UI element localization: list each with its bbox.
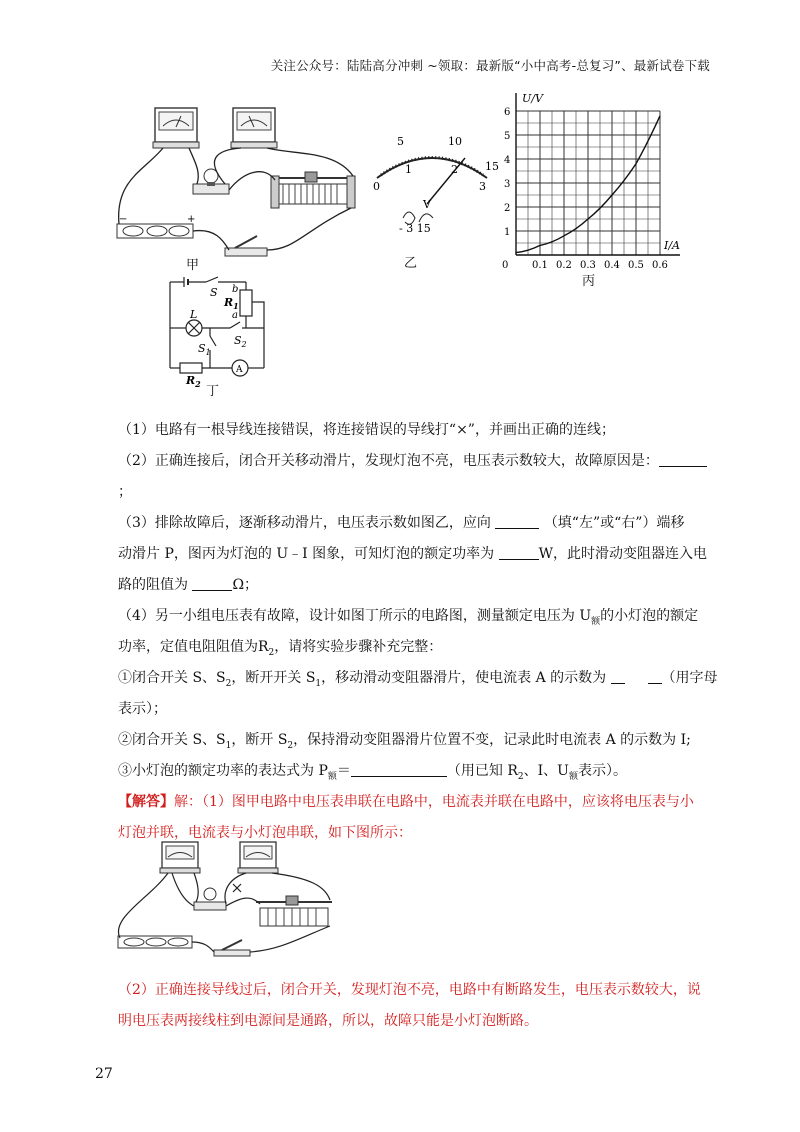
y-tick-label: 3 [504,179,511,190]
x-tick-label: 0.1 [532,260,548,271]
switch-device [225,236,267,256]
bulb-holder [194,888,226,910]
svg-text:+: + [187,214,196,225]
scale-top-15: 15 [485,160,499,173]
page-header: 关注公众号：陆陆高分冲刺 ~领取：最新版“小中高考-总复习”、最新试卷下载 [270,58,710,73]
label-b: b [232,284,239,295]
answer-blank[interactable] [611,669,625,684]
figure-jia-apparatus [105,100,360,270]
rheostat [256,896,332,926]
svg-text:−: − [119,214,128,225]
label-S2: $S_2$ [234,334,247,349]
answer-figure-corrected-circuit [110,838,350,963]
meter-unit: V [423,198,431,211]
y-axis-label: U/V [522,92,543,105]
scale-top-5: 5 [397,135,404,148]
answer-blank[interactable] [351,762,447,777]
needle [427,158,465,204]
meter-terminals: - 3 15 [399,222,431,235]
step-2: ②闭合开关 S、$S_1$，断开 $S_2$，保持滑动变阻器滑片位置不变，记录此时电流表 A 的示数为 I; [118,732,691,751]
answer-2-line1: （2）正确连接导线过后，闭合开关，发现灯泡不亮，电路中有断路发生，电压表示数较大，说 [118,982,701,998]
figure-ding-label: 丁 [206,384,220,399]
question-3-line2: 动滑片 P，图丙为灯泡的 U﹣I 图象，可知灯泡的额定功率为 W，此时滑动变阻器连入电 [118,546,707,562]
answer-blank[interactable] [659,452,707,467]
answer-1-line2: 灯泡并联，电流表与小灯泡串联，如下图所示： [118,825,412,841]
scale-bottom-1: 1 [405,163,412,176]
x-tick-label: 0.6 [652,260,668,271]
x-tick-label: 0.4 [604,260,620,271]
battery-pack [117,214,195,238]
y-tick-label: 5 [504,131,511,142]
voltmeter-device [160,842,200,873]
figure-bing-ui-graph [500,90,700,275]
label-L: L [190,308,198,321]
x-tick-label: 0.5 [628,260,644,271]
ammeter-device [231,108,277,148]
question-4-line2: 功率，定值电阻阻值为$R_2$，请将实验步骤补充完整： [118,639,443,658]
question-4-line1: （4）另一小组电压表有故障，设计如图丁所示的电路图，测量额定电压为 $U_额$的小灯泡的额定 [118,608,699,627]
x-tick-label: 0.2 [556,260,572,271]
x-axis-label: I/A [664,239,680,252]
answer-tag: 【解答】 [118,794,174,810]
rheostat [271,172,355,208]
figure-bing-label: 丙 [582,274,596,289]
page-number: 27 [95,1066,113,1082]
question-3-line1: （3）排除故障后，逐渐移动滑片，电压表示数如图乙，应向 （填“左”或“右”）端移 [118,515,685,531]
scale-bottom-3: 3 [479,180,486,193]
scale-bottom-2: 2 [451,163,458,176]
label-R1: $R_1$ [224,296,239,311]
x-tick-label: 0.3 [580,260,596,271]
step-1-end: 表示）； [118,701,167,717]
battery-pack [118,936,192,948]
label-R2: $R_2$ [186,374,201,389]
voltmeter-device [153,108,199,148]
question-2: （2）正确连接后，闭合开关移动滑片，发现灯泡不亮，电压表示数较大，故障原因是： [118,451,707,471]
label-a: a [232,310,238,321]
y-tick-label: 4 [504,155,511,166]
figure-ding-circuit [160,272,280,390]
step-1: ①闭合开关 S、$S_2$，断开开关 $S_1$，移动滑动变阻器滑片，使电流表 A 的示数为 （用字母 [118,670,718,689]
figure-yi-voltmeter-dial [365,128,500,238]
y-tick-label: 6 [504,107,511,118]
label-S1: $S_1$ [198,342,211,357]
answer-blank[interactable] [648,669,662,684]
question-1: （1）电路有一根导线连接错误，将连接错误的导线打“×”，并画出正确的连线； [118,422,615,438]
answer-blank[interactable] [495,514,539,529]
step-3: ③小灯泡的额定功率的表达式为 $P_额=$ （用已知 $R_2$、I、$U_额$表示）。 [118,763,627,782]
answer-blank[interactable] [499,545,539,560]
scale-top-10: 10 [448,135,462,148]
switch-device [214,940,250,956]
answer-1-line1: 【解答】解：（1）图甲电路中电压表串联在电路中，电流表并联在电路中，应该将电压表与小 [118,794,694,810]
figure-jia-label: 甲 [186,258,200,273]
answer-blank[interactable] [192,576,232,591]
label-A: A [236,365,243,375]
error-cross-mark [233,884,241,892]
x-tick-label: 0 [502,260,509,271]
ammeter-device [238,842,278,873]
answer-2-line2: 明电压表两接线柱到电源间是通路，所以，故障只能是小灯泡断路。 [118,1013,538,1029]
scale-bottom-0: 0 [373,180,380,193]
figure-yi-label: 乙 [404,256,418,271]
y-tick-label: 2 [504,203,511,214]
question-2-end: ； [118,484,132,500]
y-tick-label: 1 [504,227,511,238]
question-3-line3: 路的阻值为 Ω； [118,577,259,593]
label-S: S [210,286,218,299]
